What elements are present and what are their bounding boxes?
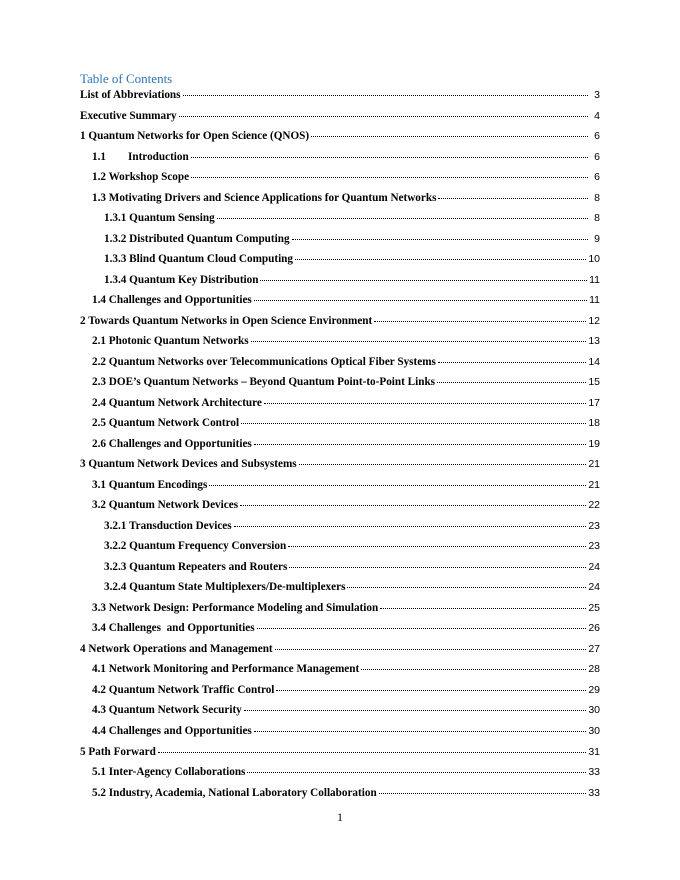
dot-leader [380,607,586,609]
dot-leader [289,566,586,568]
dot-leader [288,545,586,547]
toc-entry-text: 1.3.2 Distributed Quantum Computing [104,232,290,245]
toc-entry-section-1[interactable] [80,130,600,151]
dot-leader [179,115,588,117]
toc-entry-text: 2.3 DOE’s Quantum Networks – Beyond Quantum Point-to-Point Links [92,376,436,389]
toc-entry-page: 30 [588,704,600,717]
toc-entry-text: 2.1 Photonic Quantum Networks [92,335,249,348]
toc-entry-section-3[interactable] [80,458,600,479]
toc-entry-section-1-3-1[interactable] [80,212,600,233]
toc-entry-page: 8 [594,191,600,204]
toc-entry-text: 5.1 Inter-Agency Collaborations [92,766,246,779]
toc-entry-page: 8 [594,212,600,225]
toc-entry-page: 24 [588,581,600,594]
toc-entry-section-2-3[interactable] [80,376,600,397]
dot-leader [254,299,587,301]
toc-entry-text: 3.4 Challenges and Opportunities [92,622,255,635]
dot-leader [217,217,588,219]
toc-entry-section-3-2[interactable] [80,499,600,520]
dot-leader [251,340,587,342]
dot-leader [158,751,586,753]
toc-entry-page: 3 [594,89,600,101]
toc-entry-section-2-4[interactable] [80,397,600,418]
toc-entry-page: 14 [588,355,600,368]
toc-entry-text: 1 Quantum Networks for Open Science (QNOS) [80,130,310,143]
toc-entry-text: 2 Towards Quantum Networks in Open Science Environment [80,314,373,327]
toc-entry-section-1-4[interactable] [80,294,600,315]
toc-entry-page: 19 [588,437,600,450]
toc-entry-page: 17 [588,396,600,409]
dot-leader [257,627,587,629]
toc-entry-text: 4.3 Quantum Network Security [92,704,242,717]
toc-entry-text: 3.2.4 Quantum State Multiplexers/De-multiplexers [104,581,346,594]
toc-entry-page: 21 [588,458,600,471]
toc-entry-page: 23 [588,519,600,532]
toc-entry-section-1-3-2[interactable] [80,233,600,254]
toc-entry-text: 4.1 Network Monitoring and Performance Management [92,663,360,676]
toc-entry-page: 22 [588,499,600,512]
dot-leader [347,586,586,588]
toc-entry-text: 1.2 Workshop Scope [92,171,190,184]
toc-entry-page: 4 [594,109,600,122]
toc-entry-page: 30 [588,724,600,737]
toc-entry-section-1-3[interactable] [80,192,600,213]
toc-entry-page: 12 [588,314,600,327]
toc-entry-text: 5.2 Industry, Academia, National Laboratory Collaboration [92,786,377,799]
dot-leader [191,156,588,158]
toc-entry-text: 1.4 Challenges and Opportunities [92,294,252,307]
toc-entry-page: 31 [588,745,600,758]
toc-entry-text: 3.2.3 Quantum Repeaters and Routers [104,560,288,573]
toc-entry-section-5-1[interactable] [80,766,600,787]
toc-entry-text: 1.3.4 Quantum Key Distribution [104,273,259,286]
toc-entry-list-of-abbreviations[interactable] [80,89,600,110]
toc-entry-page: 24 [588,560,600,573]
toc-entry-page: 25 [588,601,600,614]
toc-entry-page: 29 [588,683,600,696]
dot-leader [438,361,586,363]
toc-entry-page: 18 [588,417,600,430]
dot-leader [264,402,586,404]
table-of-contents [80,89,600,807]
toc-entry-page: 23 [588,540,600,553]
toc-entry-section-2-1[interactable] [80,335,600,356]
dot-leader [244,709,587,711]
toc-entry-text: 1.3.1 Quantum Sensing [104,212,215,225]
toc-entry-text: 4.2 Quantum Network Traffic Control [92,683,275,696]
toc-entry-text: 3.2.2 Quantum Frequency Conversion [104,540,287,553]
toc-entry-section-2[interactable] [80,315,600,336]
toc-entry-section-3-1[interactable] [80,479,600,500]
dot-leader [276,689,586,691]
toc-entry-section-3-3[interactable] [80,602,600,623]
toc-entry-page: 11 [589,273,600,286]
toc-entry-page: 6 [594,150,600,163]
toc-entry-section-1-1[interactable] [80,151,600,172]
toc-entry-section-4-4[interactable] [80,725,600,746]
toc-entry-section-4-1[interactable] [80,663,600,684]
toc-entry-text: 2.6 Challenges and Opportunities [92,437,252,450]
toc-entry-page: 15 [588,376,600,389]
toc-entry-text: 3.2.1 Transduction Devices [104,519,232,532]
toc-entry-section-2-5[interactable] [80,417,600,438]
toc-entry-section-5[interactable] [80,746,600,767]
toc-entry-section-1-3-4[interactable] [80,274,600,295]
dot-leader [275,648,587,650]
dot-leader [292,238,588,240]
toc-entry-text: 2.4 Quantum Network Architecture [92,396,262,409]
dot-leader [438,197,588,199]
dot-leader [254,730,587,732]
toc-entry-text: Introduction [128,150,189,163]
toc-entry-page: 11 [589,294,600,307]
toc-entry-section-1-3-3[interactable] [80,253,600,274]
toc-entry-section-3-4[interactable] [80,622,600,643]
toc-entry-text: 2.2 Quantum Networks over Telecommunications Optical Fiber Systems [92,355,436,368]
dot-leader [260,279,587,281]
toc-entry-text: 3.1 Quantum Encodings [92,478,208,491]
toc-entry-page: 27 [588,642,600,655]
dot-leader [234,525,587,527]
dot-leader [240,504,586,506]
toc-entry-page: 33 [588,766,600,779]
toc-entry-text: 1.3.3 Blind Quantum Cloud Computing [104,253,294,266]
dot-leader [295,258,586,260]
toc-entry-page: 9 [594,232,600,245]
dot-leader [209,484,586,486]
toc-entry-text: 3 Quantum Network Devices and Subsystems [80,458,297,471]
toc-entry-text: 1.3 Motivating Drivers and Science Applications for Quantum Networks [92,191,437,204]
toc-entry-page: 26 [588,622,600,635]
toc-entry-section-5-2[interactable] [80,787,600,808]
dot-leader [361,668,586,670]
toc-entry-text: 5 Path Forward [80,745,156,758]
toc-entry-section-4-3[interactable] [80,704,600,725]
toc-entry-executive-summary[interactable] [80,110,600,131]
toc-entry-text: 4.4 Challenges and Opportunities [92,724,252,737]
toc-entry-text: Executive Summary [80,109,177,122]
toc-title: Table of Contents [80,71,173,86]
toc-entry-page: 21 [588,478,600,491]
toc-entry-text: List of Abbreviations [80,89,181,101]
dot-leader [311,135,588,137]
dot-leader [183,94,589,96]
toc-entry-section-4[interactable] [80,643,600,664]
page-number: 1 [337,810,343,824]
toc-entry-section-3-2-2[interactable] [80,540,600,561]
toc-entry-section-1-2[interactable] [80,171,600,192]
toc-entry-section-3-2-4[interactable] [80,581,600,602]
toc-entry-text: 3.2 Quantum Network Devices [92,499,239,512]
toc-entry-section-3-2-3[interactable] [80,561,600,582]
dot-leader [254,443,587,445]
toc-entry-page: 10 [588,253,600,266]
toc-entry-page: 6 [594,171,600,184]
toc-entry-page: 13 [588,335,600,348]
toc-entry-page: 33 [588,786,600,799]
toc-entry-section-4-2[interactable] [80,684,600,705]
toc-entry-page: 28 [588,663,600,676]
toc-entry-text: 4 Network Operations and Management [80,642,273,655]
toc-entry-number: 1.1 [92,150,106,163]
dot-leader [437,381,586,383]
toc-entry-section-3-2-1[interactable] [80,520,600,541]
toc-entry-text: 3.3 Network Design: Performance Modeling and Simulation [92,601,379,614]
dot-leader [191,176,588,178]
dot-leader [374,320,586,322]
toc-entry-page: 6 [594,130,600,143]
toc-entry-section-2-2[interactable] [80,356,600,377]
dot-leader [299,463,587,465]
dot-leader [241,422,586,424]
toc-entry-section-2-6[interactable] [80,438,600,459]
toc-entry-text: 2.5 Quantum Network Control [92,417,240,430]
dot-leader [379,792,587,794]
dot-leader [247,771,586,773]
